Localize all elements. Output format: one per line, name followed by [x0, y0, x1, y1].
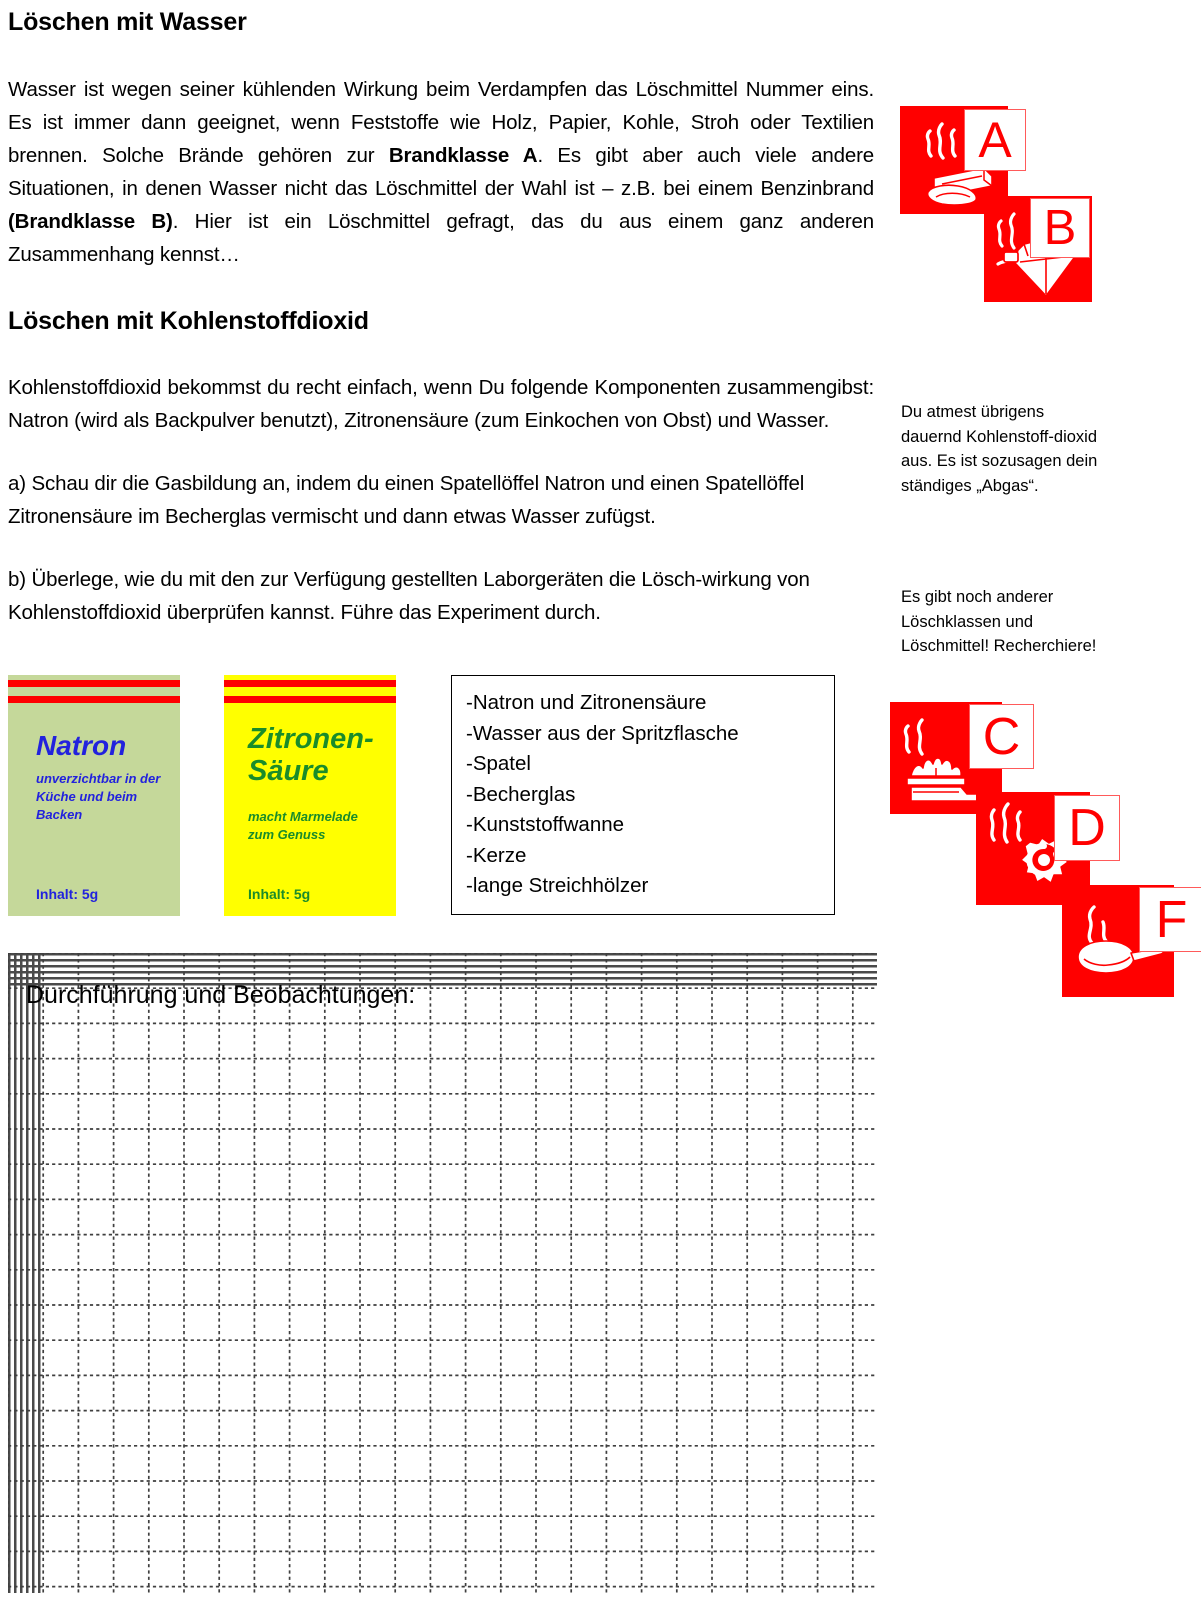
fire-class-group-cdf [890, 702, 1190, 1002]
par1-bold-brandklasse-b: (Brandklasse B) [8, 209, 173, 233]
fire-class-a-letter: A [978, 112, 1012, 168]
fire-class-c-letterbox [969, 704, 1034, 769]
list-item: -Kunststoffwanne [466, 813, 625, 836]
fire-class-d-letter: D [1068, 799, 1106, 857]
list-item: -Kerze [466, 843, 527, 867]
worksheet-grid [8, 953, 877, 1593]
fire-class-d-letterbox [1054, 795, 1120, 861]
fire-class-b-letterbox [1030, 198, 1090, 258]
page-title: Löschen mit Wasser [8, 8, 247, 36]
fire-class-group-ab [900, 106, 1092, 302]
paragraph-loeschen-mit-wasser [8, 73, 874, 271]
par1-part-1: Wasser ist wegen seiner kühlenden Wirkung beim Verdampfen das Löschmittel Nummer eins. Es ist immer dann geeignet, wenn Feststoffe wie Holz, Papier, Kohle, Stroh oder Textilien brennen. Solche Brände gehören zur [8, 77, 874, 167]
par1-part-5: . Hier ist ein Löschmittel gefragt, das du aus einem ganz anderen Zusammenhang kennst… [8, 209, 874, 266]
packet-natron-tagline: unverzichtbar in der Küche und beim Backen [36, 771, 161, 822]
packet-zitronensaeure-tagline: macht Marmelade zum Genuss [248, 809, 358, 842]
packet-zitronensaeure-brand: Zitronen-Säure [248, 723, 374, 788]
packet-zitronensaeure [224, 675, 396, 916]
packet-natron-content: Inhalt: 5g [36, 886, 99, 902]
side-note-abgas: Du atmest übrigens dauernd Kohlenstoff-dioxid aus. Es ist sozusagen dein ständiges „Abgas“. [901, 403, 1098, 495]
list-item: -Spatel [466, 752, 531, 775]
grid-horizontal-lines [8, 953, 877, 1593]
packet-zitronensaeure-stripe-top [224, 680, 396, 687]
task-a-text: a) Schau dir die Gasbildung an, indem du einen Spatellöffel Natron und einen Spatellöffel Zitronensäure im Becherglas vermischt und dann etwas Wasser zufügst. [8, 471, 805, 528]
fire-class-a-letterbox [964, 109, 1026, 171]
main-text-column [8, 0, 874, 629]
list-item: -Wasser aus der Spritzflasche [466, 721, 739, 745]
section-heading-kohlenstoffdioxid: Löschen mit Kohlenstoffdioxid [8, 306, 369, 335]
fire-class-b-letter: B [1043, 200, 1077, 255]
par1-bold-brandklasse-a: Brandklasse A [388, 143, 538, 167]
par1-part-3: . Es gibt aber auch viele andere Situationen, in denen Wasser nicht das Löschmittel der Wahl ist – z.B. bei einem Benzinbrand [8, 143, 875, 200]
packet-natron-stripe-second [8, 696, 180, 703]
paragraph-kohlenstoffdioxid-intro: Kohlenstoffdioxid bekommst du recht einfach, wenn Du folgende Komponenten zusammengibst: Natron (wird als Backpulver benutzt), Zitronensäure (zum Einkochen von Obst) und Wasser. [8, 375, 874, 432]
list-item: -Becherglas [466, 782, 576, 806]
list-item: -Natron und Zitronensäure [466, 691, 707, 714]
packet-natron-brand: Natron [36, 730, 127, 761]
fire-class-c-letter: C [982, 707, 1021, 766]
packet-zitronensaeure-stripe-second [224, 696, 396, 703]
materials-list-box [451, 675, 835, 915]
packet-natron [8, 675, 180, 916]
side-note-recherchiere: Es gibt noch anderer Löschklassen und Löschmittel! Recherchiere! [901, 588, 1097, 655]
packet-zitronensaeure-content: Inhalt: 5g [248, 886, 311, 902]
packet-natron-stripe-top [8, 680, 180, 687]
list-item: -lange Streichhölzer [466, 874, 649, 897]
worksheet-grid-label: Durchführung und Beobachtungen: [26, 981, 416, 1009]
fire-class-f-letter: F [1155, 890, 1188, 949]
task-b-text: b) Überlege, wie du mit den zur Verfügung gestellten Laborgeräten die Lösch-wirkung von Kohlenstoffdioxid überprüfen kannst. Führe das Experiment durch. [8, 567, 810, 624]
fire-class-f-letterbox [1139, 887, 1201, 952]
